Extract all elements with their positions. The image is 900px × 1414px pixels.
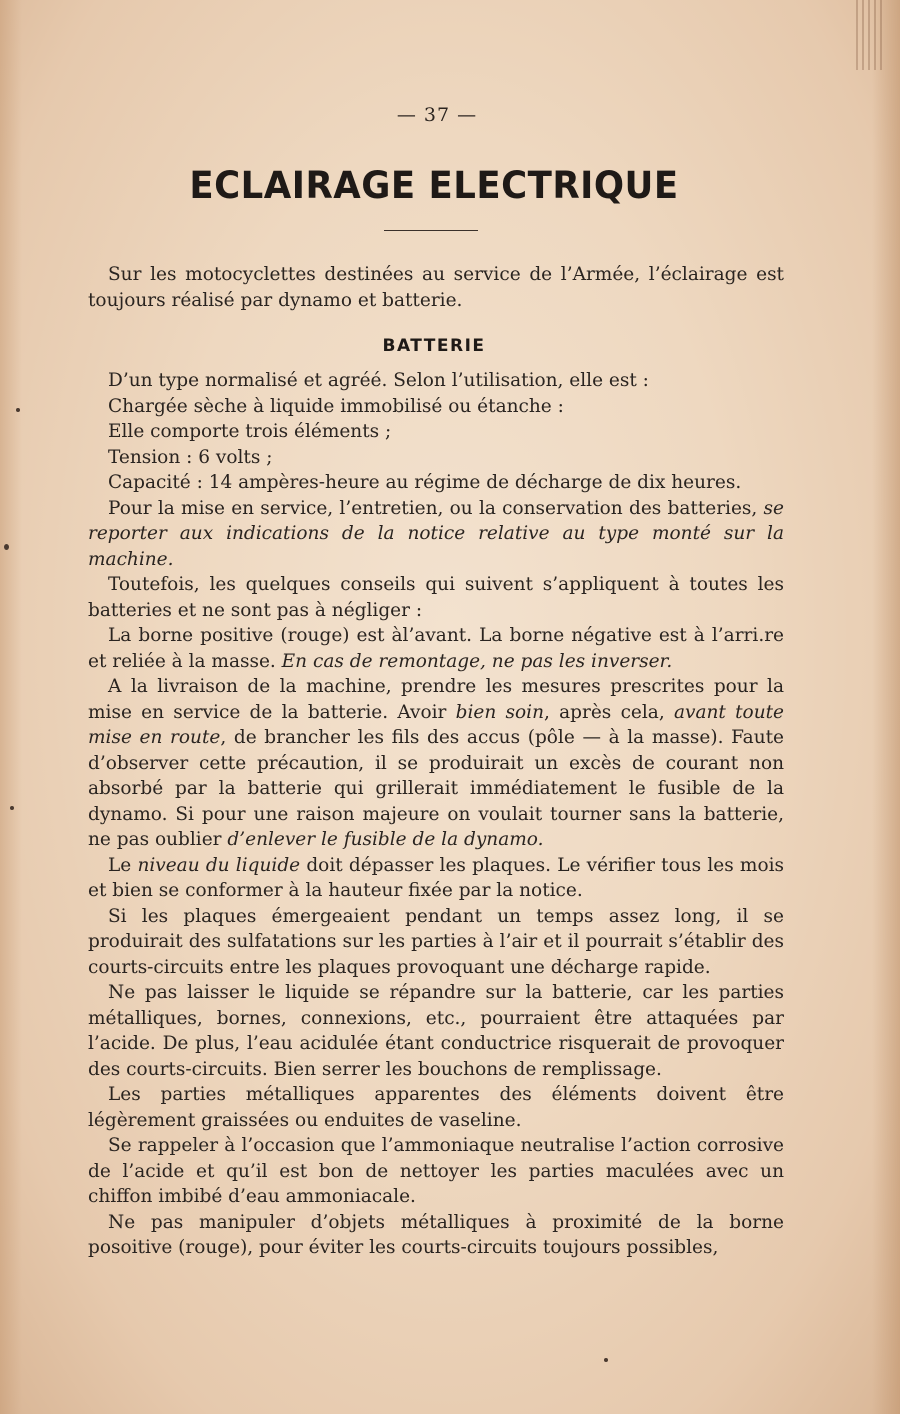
page-title: ECLAIRAGE ELECTRIQUE xyxy=(189,164,679,207)
spec-line: Elle comporte trois éléments ; xyxy=(108,421,392,442)
paragraph-italic-text: avant toute mise en route xyxy=(88,701,784,748)
page-edge-shadow-left xyxy=(0,0,22,1414)
paragraph-grease: Les parties métalliques apparentes des éléments doivent être légèrement graissées ou enduites de vaseline. xyxy=(88,1084,784,1131)
paragraph-spill: Ne pas laisser le liquide se répandre sur la batterie, car les parties métalliques, bornes, connexions, etc., pourraient être attaquées par l’acide. De plus, l’eau acidulée étant conductrice risquerait de provoquer des courts-circuits. Bien serrer les bouchons de remplissage. xyxy=(88,982,784,1080)
paragraph-text: , de brancher les fils des accus (pôle — à la masse). Faute d’observer cette précaution, il se produirait un excès de courant non absorbé par la batterie qui grillerait immédiatement le fusible de la dynamo. Si pour une raison majeure on voulait tourner sans la batterie, ne pas oublier xyxy=(88,727,784,850)
paragraph-advice: Toutefois, les quelques conseils qui suivent s’appliquent à toutes les batteries et ne sont pas à négliger : xyxy=(88,574,784,621)
paragraph-delivery xyxy=(88,674,784,853)
paragraph-sulfation: Si les plaques émergeaient pendant un temps assez long, il se produirait des sulfatations sur les parties à l’air et il pourrait s’établir des courts-circuits entre les plaques provoquant une décharge rapide. xyxy=(88,905,784,978)
paper-speck xyxy=(16,408,20,412)
paper-speck xyxy=(10,806,14,810)
paragraph-text: A la livraison de la machine, prendre les mesures prescrites pour la mise en service de la batterie. Avoir xyxy=(88,676,784,723)
paragraph-terminals xyxy=(88,623,784,674)
paper-speck xyxy=(604,1358,608,1362)
page-corner-wear xyxy=(856,0,886,70)
paragraph-italic-text: niveau du liquide xyxy=(137,854,301,876)
battery-section-body xyxy=(88,368,784,1261)
page-number: — 37 — xyxy=(396,104,478,126)
paragraph-text: , après cela, xyxy=(543,701,674,723)
spec-line: D’un type normalisé et agréé. Selon l’utilisation, elle est : xyxy=(108,370,649,391)
paragraph-italic-text: En cas de remontage, ne pas les inverser. xyxy=(281,650,673,672)
paragraph-text: doit dépasser les plaques. Le vérifier tous les mois et bien se conformer à la hauteur fixée par la notice. xyxy=(88,854,784,901)
spec-line: Capacité : 14 ampères-heure au régime de décharge de dix heures. xyxy=(108,472,742,493)
paragraph-text: Pour la mise en service, l’entretien, ou la conservation des batteries, xyxy=(108,497,764,519)
section-heading: BATTERIE xyxy=(382,336,486,356)
paragraph-italic-text: se reporter aux indications de la notice relative au type monté sur la machine. xyxy=(88,497,784,570)
paragraph-liquid-level xyxy=(88,853,784,904)
intro-paragraph xyxy=(88,262,784,313)
paragraph-metal-objects: Ne pas manipuler d’objets métalliques à proximité de la borne posoitive (rouge), pour éviter les courts-circuits toujours possibles, xyxy=(88,1211,784,1258)
spec-line: Tension : 6 volts ; xyxy=(108,446,273,468)
paragraph-text: Le xyxy=(108,854,138,876)
spec-line: Chargée sèche à liquide immobilisé ou étanche : xyxy=(108,395,564,417)
paragraph-service xyxy=(88,496,784,573)
intro-text: Sur les motocyclettes destinées au service de l’Armée, l’éclairage est toujours réalisé par dynamo et batterie. xyxy=(88,264,784,311)
paragraph-text: La borne positive (rouge) est àl’avant. La borne négative est à l’arri.re et reliée à la masse. xyxy=(88,625,784,672)
paragraph-italic-text: bien soin xyxy=(455,701,544,723)
page-edge-shadow-right xyxy=(872,0,900,1414)
paper-speck xyxy=(4,544,9,550)
paragraph-ammonia: Se rappeler à l’occasion que l’ammoniaque neutralise l’action corrosive de l’acide et qu’il est bon de nettoyer les parties maculées avec un chiffon imbibé d’eau ammoniacale. xyxy=(88,1135,784,1207)
title-divider xyxy=(384,230,478,231)
paragraph-italic-text: d’enlever le fusible de la dynamo. xyxy=(227,829,544,850)
